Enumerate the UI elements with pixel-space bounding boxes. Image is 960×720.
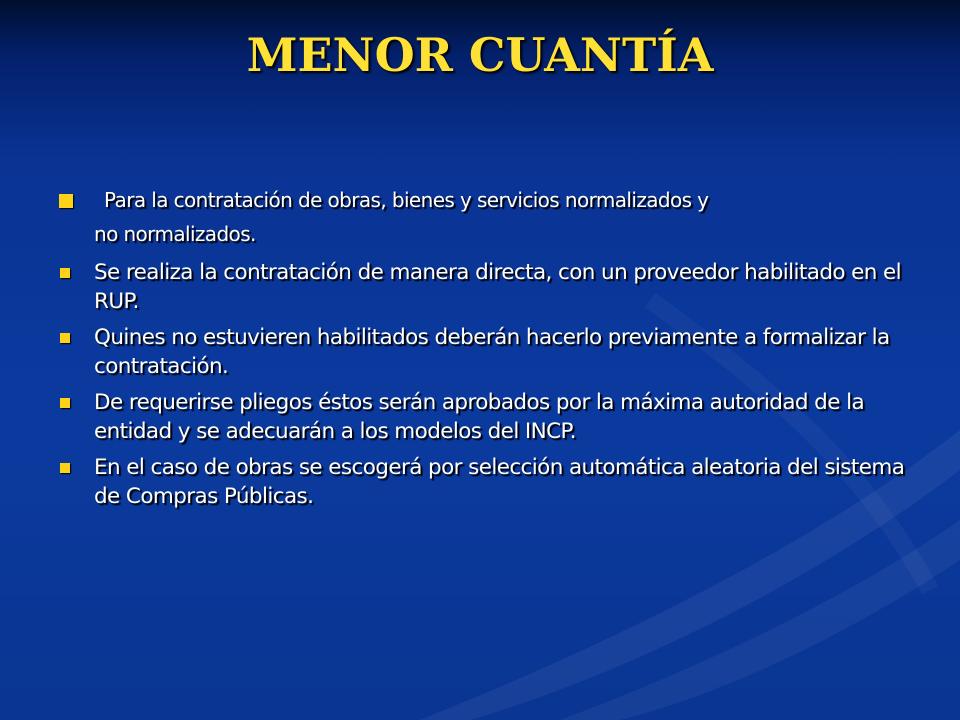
bullet-item <box>58 323 918 381</box>
bullet-text: Quines no estuvieren habilitados deberán hacerlo previamente a formalizar la contratación. <box>94 325 890 379</box>
square-bullet-icon <box>60 398 70 408</box>
slide-title: MENOR CUANTÍA <box>246 28 714 82</box>
square-bullet-icon <box>60 333 70 343</box>
bullet-text: Se realiza la contratación de manera directa, con un proveedor habilitado en el RUP. <box>94 260 902 314</box>
bullet-text-line: Para la contratación de obras, bienes y servicios normalizados y <box>104 188 709 212</box>
square-bullet-icon <box>60 268 70 278</box>
bullet-item <box>58 183 918 251</box>
bullet-list <box>58 183 918 511</box>
bullet-item <box>58 453 918 511</box>
bullet-item <box>58 388 918 446</box>
square-bullet-icon <box>60 463 70 473</box>
bullet-item <box>58 258 918 316</box>
bullet-text-line: no normalizados. <box>94 222 256 246</box>
square-bullet-icon <box>59 194 73 208</box>
bullet-text: De requerirse pliegos éstos serán aprobados por la máxima autoridad de la entidad y se adecuarán a los modelos del INCP. <box>94 390 865 444</box>
bullet-text: En el caso de obras se escogerá por selección automática aleatoria del sistema de Compras Públicas. <box>94 455 905 509</box>
